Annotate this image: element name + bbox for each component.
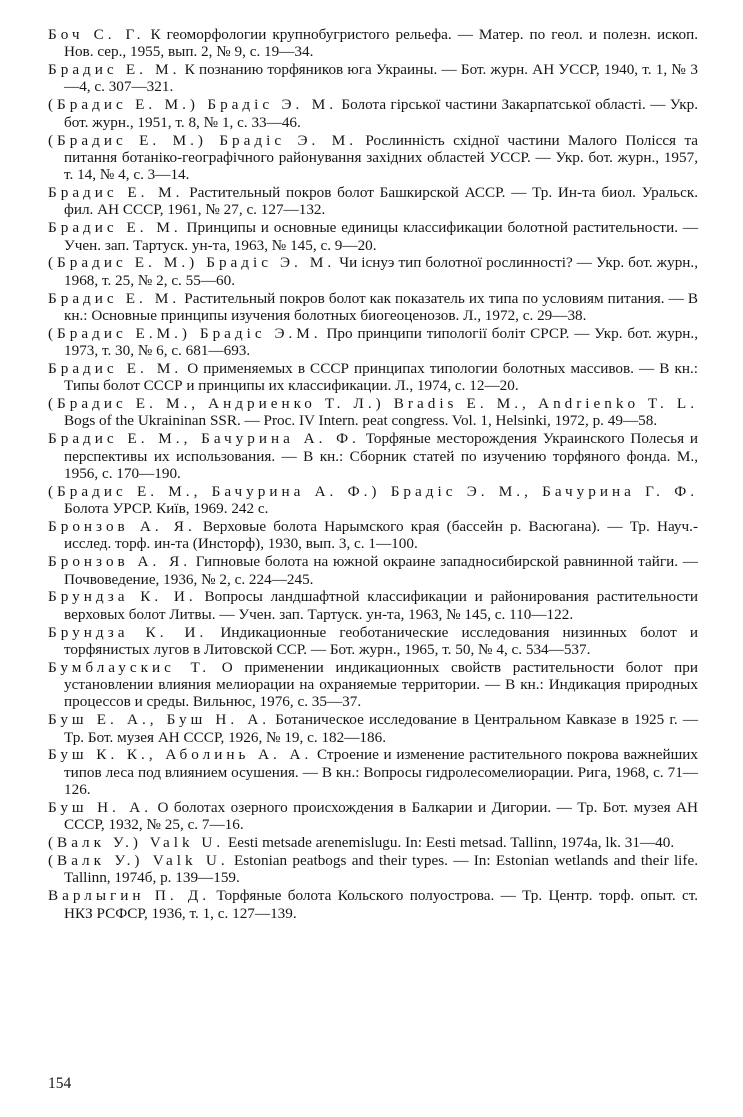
entry-text: Болота УРСР. Киïв, 1969. 242 с. (64, 500, 269, 518)
bibliography-entry (48, 553, 698, 588)
entry-author: (Валк У.) Valk U. (48, 852, 229, 870)
entry-author: (Брадис Е. М.) Брадiс Э. М. (48, 254, 336, 272)
entry-author: Брундза К. И. (48, 623, 208, 641)
bibliography-entry (48, 96, 698, 131)
entry-author: Бумблаускис Т. (48, 658, 211, 676)
entry-text: Растительный покров болот как показатель их типа по условиям питания. — В кн.: Основные принципы изучения болотных биогеоценозов. Л., 1972, с. 29—38. (64, 289, 698, 324)
entry-author: Брадис Е. М. (48, 219, 182, 237)
entry-text: Принципы и основные единицы классификации болотной растительности. — Учен. зап. Тартуск. ун-та, 1963, № 145, с. 9—20. (64, 219, 699, 254)
entry-author: Варлыгин П. Д. (48, 887, 211, 905)
entry-text: К геоморфологии крупнобугристого рельефа. — Матер. по геол. и полезн. ископ. Нов. сер., 1955, вып. 2, № 9, с. 19—34. (64, 26, 698, 61)
entry-text: Вопросы ландшафтной классификации и районирования растительности верховых болот Литвы. — Учен. зап. Тартуск. ун-та, 1963, № 145, с. 110—122. (64, 588, 699, 623)
entry-author: (Брадис Е. М.) Брадiс Э. М. (48, 96, 338, 114)
entry-author: Бронзов А. Я. (48, 518, 196, 536)
bibliography-entry (48, 659, 698, 711)
entry-text: Eesti metsade arenemislugu. In: Eesti metsad. Tallinn, 1974a, lk. 31—40. (227, 834, 675, 852)
bibliography-entry (48, 711, 698, 746)
bibliography-entry (48, 588, 698, 623)
bibliography-entry (48, 290, 698, 325)
entry-author: Брадис Е. М. (48, 359, 183, 377)
bibliography-entry (48, 132, 698, 184)
bibliography-entry (48, 834, 698, 851)
bibliography-entry (48, 395, 698, 430)
entry-text: Чи iснуэ тип болотноï рослинностi? — Укр. бот. журн., 1968, т. 25, № 2, с. 55—60. (64, 254, 699, 289)
entry-text: К познанию торфяников юга Украины. — Бот. журн. АН УССР, 1940, т. 1, № 3—4, с. 307—321. (64, 61, 699, 96)
entry-author: Брадис Е. М., Бачурина А. Ф. (48, 430, 360, 448)
entry-author: Буш Е. А., Буш Н. А. (48, 711, 271, 729)
entry-text: Рослиннiсть схiдноï частини Малого Полiсся та питання ботанiко-географiчного районування захiдних областей УССР. — Укр. бот. журн., 1957, т. 14, № 4, с. 3—14. (64, 131, 699, 184)
bibliography-entry (48, 325, 698, 360)
bibliography-entry (48, 26, 698, 61)
entry-author: (Брадис Е. М.) Брадiс Э. М. (48, 131, 357, 149)
entry-text: Estonian peatbogs and their types. — In: Estonian wetlands and their life. Tallinn, 1974б, p. 139—159. (64, 852, 698, 887)
bibliography-entry (48, 219, 698, 254)
entry-text: Торфяные болота Кольского полуострова. — Тр. Центр. торф. опыт. ст. НКЗ РСФСР, 1936, т. 1, с. 127—139. (64, 887, 698, 922)
entry-text: О применяемых в СССР принципах типологии болотных массивов. — В кн.: Типы болот СССР и принципы их классификации. Л., 1974, с. 12—20. (64, 359, 699, 395)
bibliography-entry (48, 518, 698, 553)
entry-text: О применении индикационных свойств растительности болот при установлении влияния мелиорации на охраняемые территории. — В кн.: Индикация природных процессов и среды. Вильнюс, 1976, с. 35—37. (64, 658, 699, 711)
bibliography-entry (48, 799, 698, 834)
entry-author: (Брадис Е. М., Андриенко Т. Л.) Bradis E. M., Andrienko T. L. (48, 395, 698, 413)
entry-author: Боч С. Г. (48, 26, 145, 43)
entry-author: Бронзов А. Я. (48, 553, 191, 571)
entry-text: Индикационные геоботанические исследования низинных болот и торфянистых лугов в Литовской ССР. — Бот. журн., 1965, т. 50, № 4, с. 534—537. (64, 623, 698, 658)
entry-author: Брадис Е. М. (48, 61, 181, 79)
bibliography-entry (48, 61, 698, 96)
entry-author: Брадис Е. М. (48, 289, 181, 307)
bibliography-entry (48, 852, 698, 887)
bibliography-entry (48, 360, 698, 395)
bibliography-entry (48, 254, 698, 289)
entry-text: Торфяные месторождения Украинского Полесья и перспективы их использования. — В кн.: Сборник статей по изучению торфяного фонда. М., 1956, с. 170—190. (64, 430, 698, 482)
page-number: 154 (48, 1075, 72, 1092)
bibliography-entry (48, 624, 698, 659)
bibliography-entry (48, 483, 698, 518)
entry-author: (Брадис Е. М., Бачурина А. Ф.) Брадiс Э. М., Бачурина Г. Ф. (48, 482, 698, 500)
entry-author: (Валк У.) Valk U. (48, 834, 225, 852)
entry-text: Bogs of the Ukraininan SSR. — Proc. IV Intern. peat congress. Vol. 1, Helsinki, 1972, p. 49—58. (64, 412, 658, 430)
entry-author: Буш К. К., Аболинь А. А. (48, 746, 313, 764)
entry-text: Гипновые болота на южной окраине западносибирской равнинной тайги. — Почвоведение, 1936, № 2, с. 224—245. (64, 553, 698, 588)
bibliography-entry (48, 887, 698, 922)
entry-text: О болотах озерного происхождения в Балкарии и Дигории. — Тр. Бот. музея АН СССР, 1932, № 25, с. 7—16. (64, 798, 698, 834)
entry-author: (Брадис Е.М.) Брадiс Э.М. (48, 324, 322, 342)
entry-author: Брундза К. И. (48, 588, 197, 606)
bibliography-entry (48, 430, 698, 482)
entry-text: Строение и изменение растительного покрова важнейших типов леса под влиянием осушения. — В кн.: Вопросы гидролесомелиорации. Рига, 1968, с. 71—126. (64, 746, 699, 799)
bibliography-list (48, 26, 698, 922)
entry-text: Верховые болота Нарымского края (бассейн р. Васюгана). — Тр. Науч.-исслед. торф. ин-та (Инсторф), 1930, вып. 3, с. 1—100. (64, 518, 699, 553)
entry-author: Брадис Е. М. (48, 184, 184, 202)
entry-text: Болота гiрськоï частини Закарпатськоï областi. — Укр. бот. журн., 1951, т. 8, № 1, с. 33—46. (64, 96, 698, 131)
entry-text: Ботаническое исследование в Центральном Кавказе в 1925 г. — Тр. Бот. музея АН СССР, 1926, № 19, с. 182—186. (64, 711, 699, 746)
entry-author: Буш Н. А. (48, 798, 153, 816)
bibliography-entry (48, 746, 698, 798)
bibliography-entry (48, 184, 698, 219)
entry-text: Растительный покров болот Башкирской АССР. — Тр. Ин-та биол. Уральск. фил. АН СССР, 1961, № 27, с. 127—132. (64, 184, 699, 219)
entry-text: Про принципи типологiï болiт СРСР. — Укр. бот. журн., 1973, т. 30, № 6, с. 681—693. (64, 324, 699, 360)
